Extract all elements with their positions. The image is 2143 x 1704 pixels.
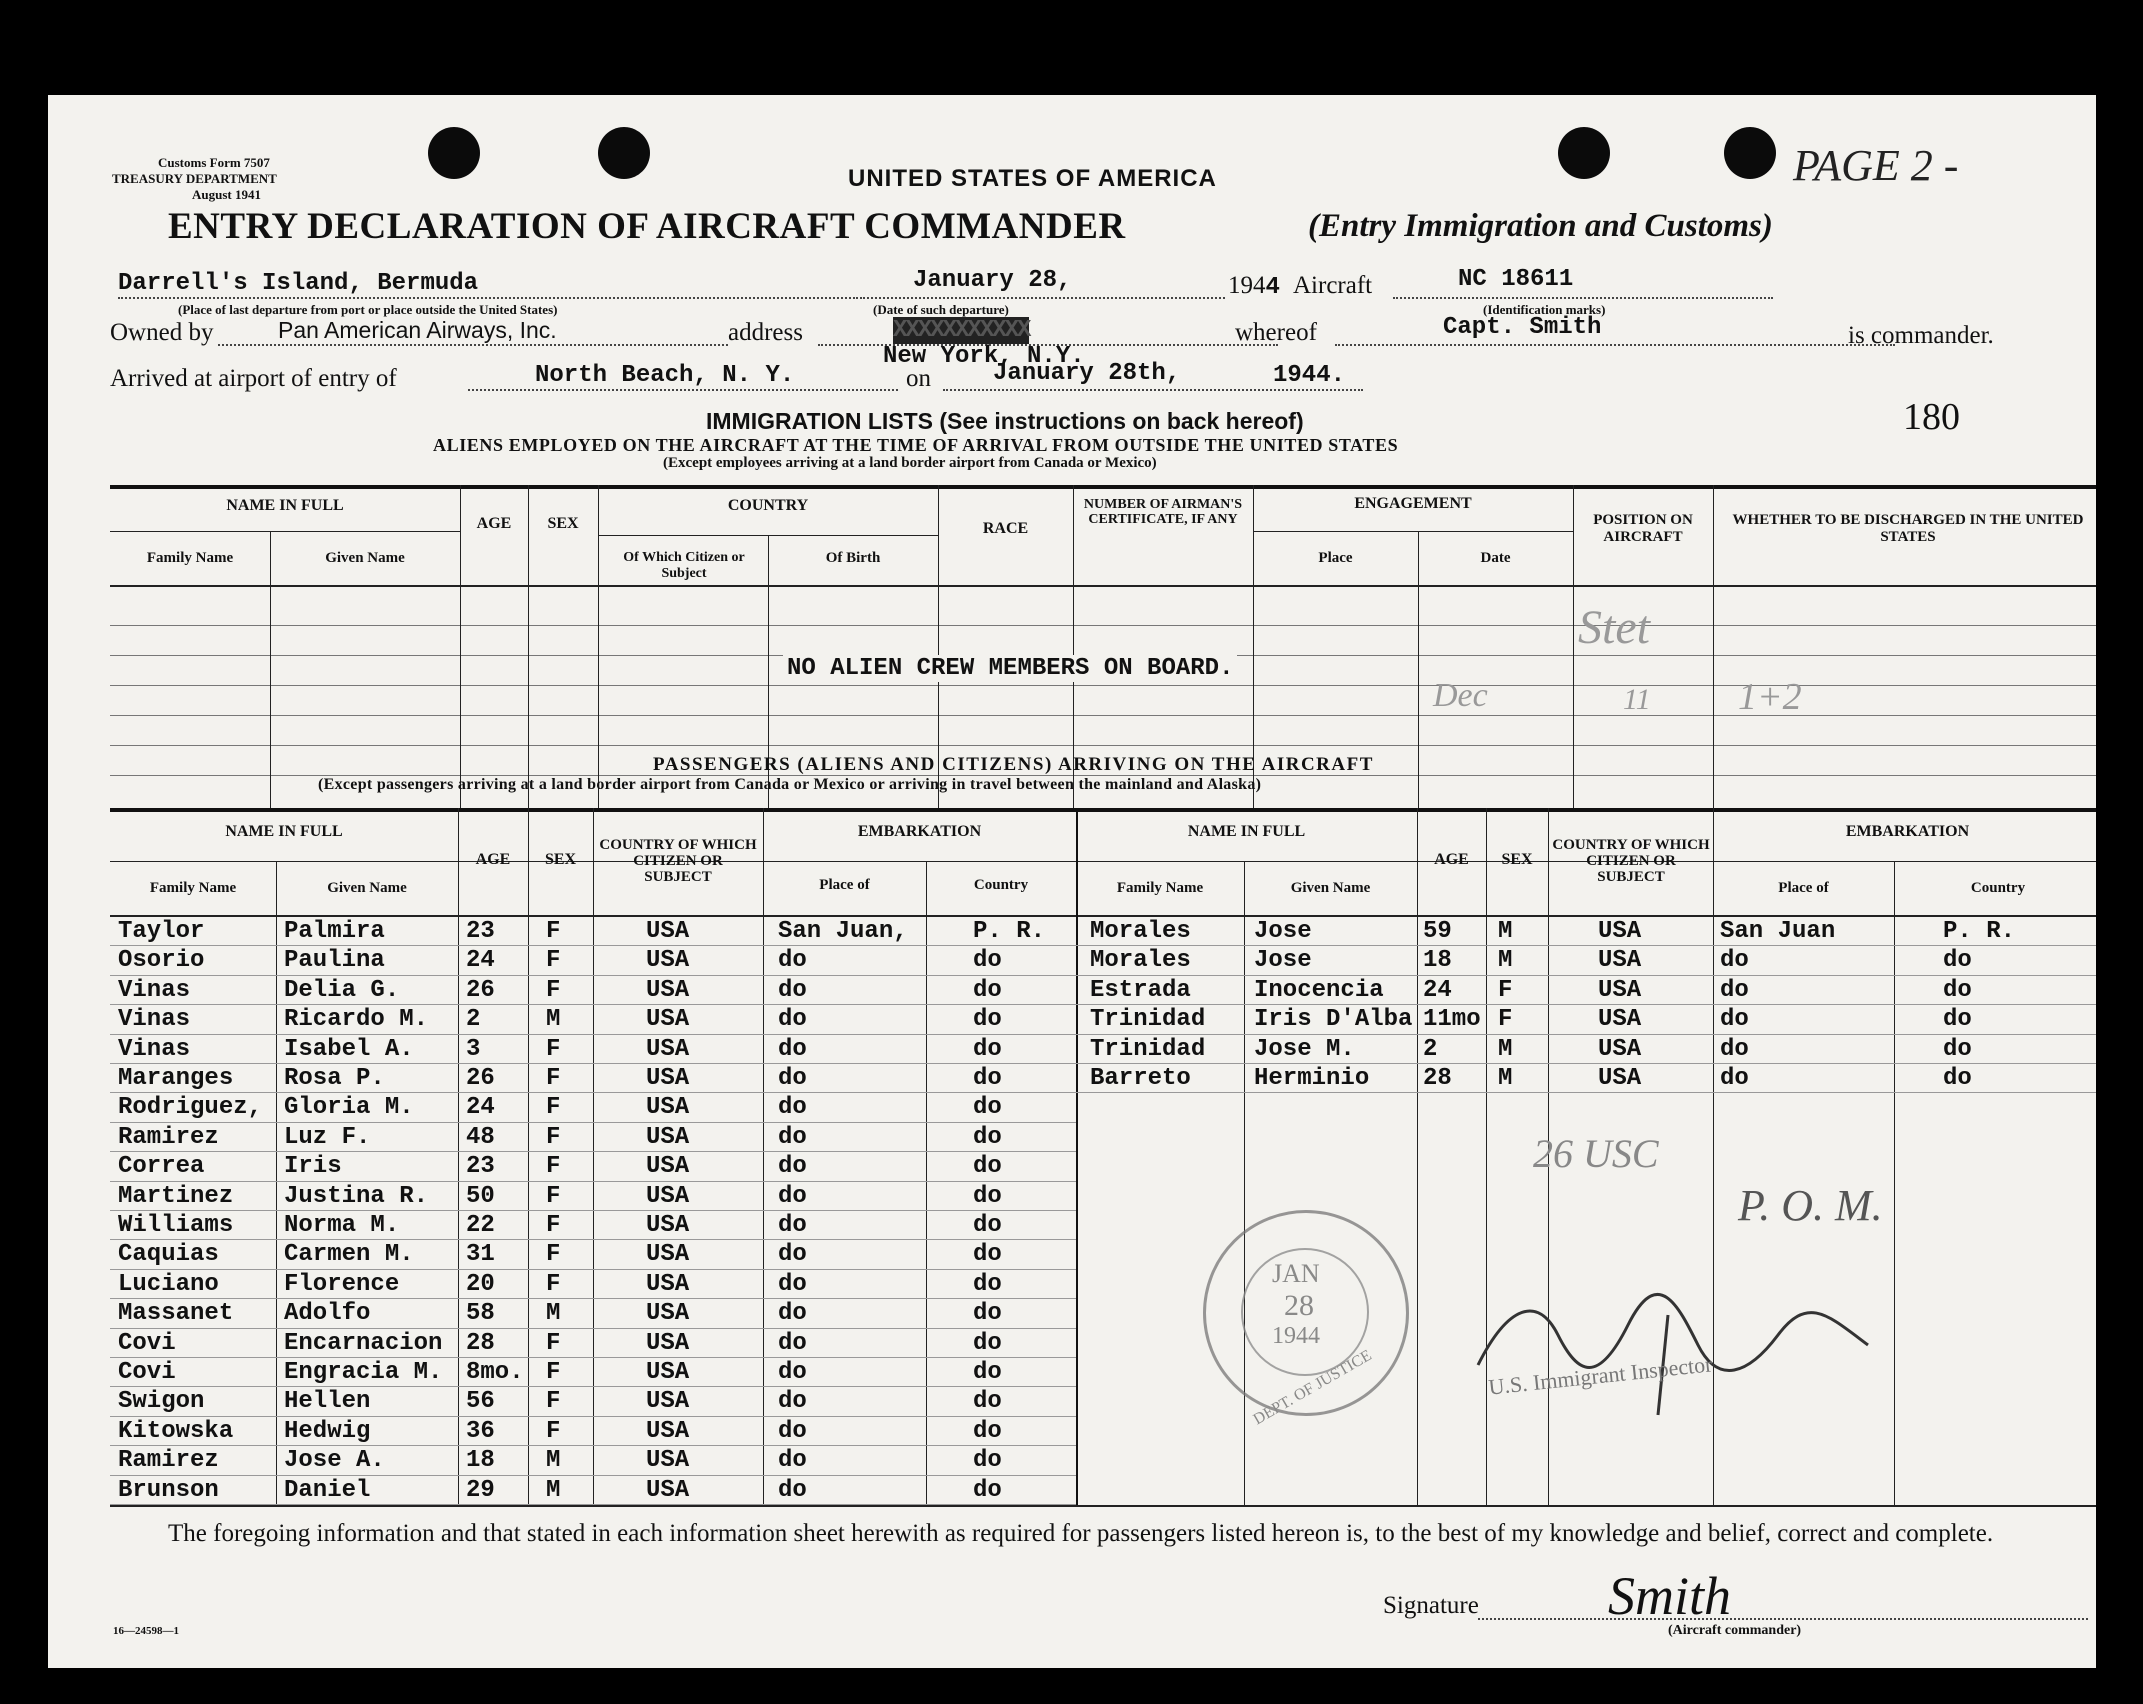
passenger-country-cell: USA: [646, 1270, 690, 1298]
passenger-emb-country-cell: do: [1943, 947, 1972, 975]
passenger-place-cell: do: [778, 1035, 807, 1063]
passenger-emb-country-cell: do: [973, 1123, 1002, 1151]
passenger-sex-cell: M: [546, 1006, 561, 1034]
table-row-rule: [110, 1357, 1076, 1358]
hand-note-11: 11: [1623, 683, 1651, 716]
passenger-age-cell: 31: [466, 1241, 495, 1269]
airport: North Beach, N. Y.: [535, 362, 795, 389]
passenger-country-cell: USA: [646, 976, 690, 1004]
table-row-rule: [110, 1504, 1076, 1505]
passengers-note: (Except passengers arriving at a land border airport from Canada or Mexico or arriving in travel between the mainland and Alaska): [318, 776, 1262, 793]
passenger-family-cell: Kitowska: [118, 1417, 234, 1445]
stamp-month: JAN: [1272, 1259, 1320, 1288]
passenger-country-cell: USA: [646, 1447, 690, 1475]
on-label: on: [906, 365, 931, 392]
pax-right-col-family: Family Name: [1116, 880, 1204, 896]
passenger-age-cell: 26: [466, 976, 495, 1004]
passenger-sex-cell: F: [546, 1417, 561, 1445]
passenger-sex-cell: M: [1498, 1035, 1513, 1063]
attestation-statement: The foregoing information and that stated in each information sheet herewith as required for passengers listed hereon is, to the best of my knowledge and belief, correct and complete.: [168, 1520, 1994, 1547]
passenger-emb-country-cell: do: [973, 1388, 1002, 1416]
passenger-place-cell: do: [778, 1123, 807, 1151]
passenger-country-cell: USA: [646, 1035, 690, 1063]
crew-col-certificate: NUMBER OF AIRMAN'S CERTIFICATE, IF ANY: [1083, 497, 1243, 527]
pax-right-col-given: Given Name: [1290, 880, 1371, 896]
table-row-rule: [110, 1239, 1076, 1240]
departure-date-caption: (Date of such departure): [873, 302, 1009, 317]
table-row-rule: [110, 1034, 1076, 1035]
passenger-age-cell: 24: [466, 947, 495, 975]
passenger-place-cell: do: [1720, 976, 1749, 1004]
passenger-age-cell: 24: [1423, 976, 1452, 1004]
aircraft-caption: (Identification marks): [1483, 302, 1606, 317]
passenger-family-cell: Barreto: [1090, 1065, 1191, 1092]
crew-col-engagement: ENGAGEMENT: [1354, 495, 1472, 512]
whereof-label: whereof: [1235, 319, 1317, 346]
passenger-given-cell: Florence: [284, 1270, 400, 1298]
table-row-rule: [110, 1475, 1076, 1476]
pax-right-col-age: AGE: [1434, 851, 1469, 868]
passenger-family-cell: Ramirez: [118, 1123, 219, 1151]
passenger-family-cell: Trinidad: [1090, 1006, 1206, 1034]
immigration-note: (Except employees arriving at a land border airport from Canada or Mexico): [663, 455, 1157, 471]
crew-col-position: POSITION ON AIRCRAFT: [1593, 512, 1693, 545]
passenger-age-cell: 48: [466, 1123, 495, 1151]
table-row-rule: [110, 1122, 1076, 1123]
passenger-place-cell: do: [1720, 1035, 1749, 1063]
crew-col-race: RACE: [982, 520, 1029, 537]
passenger-country-cell: USA: [646, 1212, 690, 1239]
passenger-sex-cell: F: [1498, 1006, 1513, 1034]
passenger-age-cell: 50: [466, 1182, 495, 1210]
arrived-label: Arrived at airport of entry of: [110, 365, 397, 392]
passenger-family-cell: Rodriguez,: [118, 1094, 263, 1122]
crew-col-given: Given Name: [325, 550, 405, 566]
passenger-sex-cell: M: [1498, 918, 1513, 945]
crew-col-age: AGE: [476, 515, 512, 532]
passengers-title: PASSENGERS (ALIENS AND CITIZENS) ARRIVING ON THE AIRCRAFT: [653, 754, 1374, 775]
passenger-country-cell: USA: [646, 947, 690, 975]
passenger-emb-country-cell: do: [973, 1094, 1002, 1122]
passenger-given-cell: Encarnacion: [284, 1329, 443, 1357]
passenger-sex-cell: F: [546, 1065, 561, 1092]
passenger-age-cell: 11mo: [1423, 1006, 1481, 1034]
passenger-emb-country-cell: do: [973, 1212, 1002, 1239]
form-number: Customs Form 7507: [158, 155, 270, 170]
passenger-country-cell: USA: [646, 1123, 690, 1151]
passenger-sex-cell: F: [546, 1388, 561, 1416]
form-title: ENTRY DECLARATION OF AIRCRAFT COMMANDER: [168, 206, 1126, 247]
passenger-sex-cell: M: [1498, 947, 1513, 975]
passenger-place-cell: do: [778, 1182, 807, 1210]
passenger-place-cell: do: [778, 1417, 807, 1445]
passenger-given-cell: Daniel: [284, 1476, 371, 1504]
passenger-sex-cell: F: [546, 947, 561, 975]
hand-note-stet: Stet: [1578, 601, 1650, 654]
passenger-emb-country-cell: do: [973, 1300, 1002, 1328]
punch-hole: [1724, 127, 1776, 179]
pax-left-col-country: COUNTRY OF WHICH CITIZEN OR SUBJECT: [599, 837, 757, 885]
passenger-emb-country-cell: do: [973, 1329, 1002, 1357]
passenger-given-cell: Justina R.: [284, 1182, 429, 1210]
passenger-place-cell: do: [778, 1212, 807, 1239]
passenger-given-cell: Rosa P.: [284, 1065, 385, 1092]
passenger-age-cell: 18: [466, 1447, 495, 1475]
passenger-age-cell: 8mo.: [466, 1359, 524, 1386]
table-row-rule: [1076, 1092, 2096, 1093]
passenger-place-cell: do: [778, 1153, 807, 1181]
passenger-country-cell: USA: [1598, 918, 1642, 945]
passenger-family-cell: Trinidad: [1090, 1035, 1206, 1063]
passenger-sex-cell: F: [546, 1123, 561, 1151]
passenger-sex-cell: F: [546, 1153, 561, 1181]
hand-note-pom: P. O. M.: [1738, 1181, 1883, 1230]
passenger-age-cell: 26: [466, 1065, 495, 1092]
passenger-family-cell: Caquias: [118, 1241, 219, 1269]
passenger-age-cell: 29: [466, 1476, 495, 1504]
passenger-country-cell: USA: [646, 1241, 690, 1269]
table-row-rule: [110, 1092, 1076, 1093]
passenger-place-cell: do: [778, 1476, 807, 1504]
table-row-rule: [110, 1445, 1076, 1446]
passenger-emb-country-cell: do: [973, 976, 1002, 1004]
passenger-country-cell: USA: [646, 1300, 690, 1328]
crew-note: NO ALIEN CREW MEMBERS ON BOARD.: [783, 655, 1237, 682]
passenger-given-cell: Isabel A.: [284, 1035, 414, 1063]
passenger-given-cell: Herminio: [1254, 1065, 1370, 1092]
page-note: PAGE 2 -: [1793, 141, 1959, 190]
passenger-country-cell: USA: [646, 1153, 690, 1181]
passenger-family-cell: Correa: [118, 1153, 205, 1181]
passenger-given-cell: Gloria M.: [284, 1094, 414, 1122]
table-row-rule: [110, 1269, 1076, 1270]
passenger-sex-cell: F: [546, 1241, 561, 1269]
crew-col-name: NAME IN FULL: [226, 497, 344, 514]
pax-right-col-sex: SEX: [1501, 851, 1533, 868]
crew-col-sex: SEX: [547, 515, 579, 532]
immigration-subtitle: ALIENS EMPLOYED ON THE AIRCRAFT AT THE TIME OF ARRIVAL FROM OUTSIDE THE UNITED STATES: [433, 435, 1399, 455]
passenger-family-cell: Luciano: [118, 1270, 219, 1298]
passenger-family-cell: Vinas: [118, 1035, 191, 1063]
pax-left-col-age: AGE: [475, 851, 511, 868]
pax-right-col-embarkation: EMBARKATION: [1845, 823, 1970, 840]
passenger-emb-country-cell: do: [973, 1359, 1002, 1386]
arrival-date: January 28th,: [993, 360, 1181, 387]
immigration-stamp: [1203, 1210, 1409, 1429]
passenger-sex-cell: M: [546, 1300, 561, 1328]
passenger-age-cell: 56: [466, 1388, 495, 1416]
departure-place: Darrell's Island, Bermuda: [118, 270, 479, 297]
passenger-emb-country-cell: do: [1943, 1035, 1972, 1063]
pax-left-col-name: NAME IN FULL: [225, 823, 343, 840]
commander-signature: Smith: [1608, 1566, 1732, 1626]
is-commander-label: is commander.: [1848, 322, 1994, 349]
aircraft-id: NC 18611: [1458, 266, 1574, 293]
passenger-given-cell: Paulina: [284, 947, 385, 975]
crew-col-country: COUNTRY: [727, 497, 809, 514]
passenger-country-cell: USA: [646, 1182, 690, 1210]
crew-col-citizen: Of Which Citizen or Subject: [623, 550, 745, 581]
passenger-country-cell: USA: [646, 1388, 690, 1416]
pax-right-col-name: NAME IN FULL: [1187, 823, 1306, 840]
stamp-day: 28: [1284, 1289, 1314, 1322]
passenger-family-cell: Massanet: [118, 1300, 234, 1328]
passenger-country-cell: USA: [1598, 1065, 1642, 1092]
passenger-age-cell: 23: [466, 918, 495, 945]
passenger-sex-cell: M: [1498, 1065, 1513, 1092]
table-row-rule: [110, 1210, 1076, 1211]
table-row-rule: [110, 1328, 1076, 1329]
passenger-family-cell: Osorio: [118, 947, 205, 975]
passenger-emb-country-cell: do: [1943, 1006, 1972, 1034]
passenger-given-cell: Engracia M.: [284, 1359, 443, 1386]
passenger-family-cell: Brunson: [118, 1476, 219, 1504]
passenger-emb-country-cell: P. R.: [1943, 918, 2016, 945]
table-row-rule: [1076, 1063, 2096, 1064]
passenger-age-cell: 23: [466, 1153, 495, 1181]
punch-hole: [598, 127, 650, 179]
hand-note-count: 1+2: [1738, 676, 1802, 718]
stamp-year: 1944: [1272, 1323, 1320, 1349]
passenger-country-cell: USA: [646, 1417, 690, 1445]
passenger-sex-cell: F: [546, 1212, 561, 1239]
passenger-age-cell: 20: [466, 1270, 495, 1298]
print-code: 16—24598—1: [113, 1625, 179, 1637]
passenger-given-cell: Jose M.: [1254, 1035, 1355, 1063]
passenger-given-cell: Luz F.: [284, 1123, 371, 1151]
passenger-given-cell: Iris: [284, 1153, 342, 1181]
passenger-family-cell: Estrada: [1090, 976, 1191, 1004]
passenger-age-cell: 58: [466, 1300, 495, 1328]
passenger-emb-country-cell: P. R.: [973, 918, 1046, 945]
passenger-age-cell: 2: [466, 1006, 481, 1034]
pax-right-col-country: COUNTRY OF WHICH CITIZEN OR SUBJECT: [1552, 837, 1710, 885]
commander: Capt. Smith: [1443, 314, 1602, 341]
passenger-sex-cell: F: [546, 1329, 561, 1357]
address-city: New York, N.Y.: [883, 343, 1085, 370]
crew-col-birth: Of Birth: [825, 550, 881, 566]
passenger-family-cell: Covi: [118, 1329, 176, 1357]
passenger-given-cell: Palmira: [284, 918, 385, 945]
crew-col-discharged: WHETHER TO BE DISCHARGED IN THE UNITED STATES: [1732, 512, 2084, 545]
passenger-place-cell: do: [778, 1447, 807, 1475]
passenger-country-cell: USA: [1598, 1006, 1642, 1034]
passenger-place-cell: do: [778, 1300, 807, 1328]
passenger-given-cell: Iris D'Alba: [1254, 1006, 1413, 1034]
punch-hole: [428, 127, 480, 179]
passenger-age-cell: 36: [466, 1417, 495, 1445]
passenger-country-cell: USA: [646, 1006, 690, 1034]
passenger-sex-cell: F: [546, 918, 561, 945]
passenger-emb-country-cell: do: [973, 1153, 1002, 1181]
crew-col-date: Date: [1480, 550, 1511, 566]
passenger-age-cell: 59: [1423, 918, 1452, 945]
aircraft-label: Aircraft: [1293, 272, 1373, 299]
passenger-emb-country-cell: do: [973, 1417, 1002, 1445]
passenger-emb-country-cell: do: [973, 1241, 1002, 1269]
table-row-rule: [110, 1386, 1076, 1387]
inspector-signature-scrawl: [1468, 1275, 1968, 1425]
table-row-rule: [110, 975, 1076, 976]
pax-right-col-place: Place of: [1778, 880, 1829, 896]
departure-date: January 28,: [913, 267, 1072, 294]
passenger-family-cell: Maranges: [118, 1065, 234, 1092]
passenger-given-cell: Hedwig: [284, 1417, 371, 1445]
passenger-emb-country-cell: do: [973, 1270, 1002, 1298]
passenger-given-cell: Jose: [1254, 918, 1312, 945]
address-redacted: XXXXXXXXXXX: [893, 317, 1030, 344]
passenger-place-cell: do: [778, 976, 807, 1004]
passenger-emb-country-cell: do: [973, 1035, 1002, 1063]
passenger-place-cell: do: [1720, 947, 1749, 975]
passenger-given-cell: Norma M.: [284, 1212, 400, 1239]
passenger-place-cell: do: [778, 1329, 807, 1357]
passenger-emb-country-cell: do: [973, 1065, 1002, 1092]
table-row-rule: [1076, 1034, 2096, 1035]
table-row-rule: [110, 1298, 1076, 1299]
passenger-sex-cell: F: [546, 976, 561, 1004]
form-department: TREASURY DEPARTMENT: [112, 171, 277, 186]
pax-left-col-country2: Country: [973, 877, 1029, 893]
crew-col-place: Place: [1318, 550, 1353, 566]
crew-col-family: Family Name: [146, 550, 234, 566]
passenger-given-cell: Hellen: [284, 1388, 371, 1416]
table-row-rule: [1076, 975, 2096, 976]
passenger-age-cell: 24: [466, 1094, 495, 1122]
passenger-place-cell: do: [778, 1241, 807, 1269]
stamp-ring-text: DEPT. OF JUSTICE: [1250, 1346, 1375, 1429]
passenger-family-cell: Williams: [118, 1212, 234, 1239]
pax-left-col-family: Family Name: [149, 880, 237, 896]
passenger-given-cell: Inocencia: [1254, 976, 1384, 1004]
passenger-family-cell: Ramirez: [118, 1447, 219, 1475]
hand-note-dec: Dec: [1433, 677, 1488, 714]
signature-caption: (Aircraft commander): [1668, 1623, 1802, 1638]
passenger-country-cell: USA: [646, 1329, 690, 1357]
pax-right-col-country2: Country: [1970, 880, 2026, 896]
passenger-country-cell: USA: [646, 1476, 690, 1504]
passenger-sex-cell: M: [546, 1476, 561, 1504]
passenger-place-cell: do: [1720, 1065, 1749, 1092]
pax-left-col-sex: SEX: [544, 851, 577, 868]
passenger-sex-cell: F: [546, 1182, 561, 1210]
departure-year: 1944: [1228, 272, 1280, 301]
passenger-place-cell: do: [778, 1359, 807, 1386]
table-row-rule: [110, 1063, 1076, 1064]
passenger-family-cell: Morales: [1090, 918, 1191, 945]
passenger-family-cell: Swigon: [118, 1388, 205, 1416]
passenger-sex-cell: F: [546, 1094, 561, 1122]
table-row-rule: [110, 945, 1076, 946]
passenger-emb-country-cell: do: [973, 1447, 1002, 1475]
punch-hole: [1558, 127, 1610, 179]
table-row-rule: [110, 1181, 1076, 1182]
passenger-emb-country-cell: do: [973, 1476, 1002, 1504]
passenger-family-cell: Covi: [118, 1359, 176, 1386]
passenger-place-cell: do: [778, 1270, 807, 1298]
signature-label: Signature: [1383, 1592, 1479, 1619]
document-page: [48, 95, 2096, 1668]
passenger-given-cell: Delia G.: [284, 976, 400, 1004]
passenger-sex-cell: F: [546, 1270, 561, 1298]
passenger-sex-cell: M: [546, 1447, 561, 1475]
passenger-sex-cell: F: [1498, 976, 1513, 1004]
passenger-country-cell: USA: [1598, 976, 1642, 1004]
passenger-place-cell: do: [778, 1065, 807, 1092]
form-date: August 1941: [192, 187, 261, 202]
passenger-given-cell: Adolfo: [284, 1300, 371, 1328]
pax-left-col-place: Place of: [819, 877, 870, 893]
passenger-place-cell: do: [778, 947, 807, 975]
sheet-number: 180: [1903, 396, 1960, 438]
table-row-rule: [110, 1151, 1076, 1152]
passenger-place-cell: do: [778, 1388, 807, 1416]
passenger-family-cell: Vinas: [118, 1006, 191, 1034]
passenger-emb-country-cell: do: [973, 947, 1002, 975]
owned-by-label: Owned by: [110, 319, 214, 346]
inspector-caption: U.S. Immigrant Inspector: [1487, 1351, 1714, 1400]
passenger-age-cell: 18: [1423, 947, 1452, 975]
passenger-age-cell: 28: [466, 1329, 495, 1357]
passenger-country-cell: USA: [646, 1065, 690, 1092]
address-label: address: [728, 319, 803, 346]
passenger-place-cell: do: [1720, 1006, 1749, 1034]
passenger-family-cell: Martinez: [118, 1182, 234, 1210]
country-title: UNITED STATES OF AMERICA: [848, 165, 1217, 192]
passenger-country-cell: USA: [646, 1094, 690, 1122]
passenger-emb-country-cell: do: [973, 1182, 1002, 1210]
immigration-title: IMMIGRATION LISTS (See instructions on back hereof): [706, 408, 1304, 434]
owner: Pan American Airways, Inc.: [278, 317, 557, 343]
passenger-place-cell: San Juan: [1720, 918, 1836, 945]
passenger-emb-country-cell: do: [1943, 1065, 1972, 1092]
passenger-country-cell: USA: [646, 918, 690, 945]
passenger-age-cell: 3: [466, 1035, 481, 1063]
passenger-given-cell: Jose A.: [284, 1447, 385, 1475]
passenger-family-cell: Taylor: [118, 918, 205, 945]
passenger-age-cell: 22: [466, 1212, 495, 1239]
passenger-family-cell: Vinas: [118, 976, 191, 1004]
passenger-age-cell: 28: [1423, 1065, 1452, 1092]
pax-left-col-given: Given Name: [327, 880, 407, 896]
passenger-given-cell: Ricardo M.: [284, 1006, 429, 1034]
passenger-sex-cell: F: [546, 1359, 561, 1386]
departure-place-caption: (Place of last departure from port or place outside the United States): [178, 302, 558, 317]
passenger-place-cell: do: [778, 1094, 807, 1122]
passenger-place-cell: San Juan,: [778, 918, 908, 945]
table-row-rule: [1076, 1004, 2096, 1005]
passenger-country-cell: USA: [646, 1359, 690, 1386]
table-row-rule: [110, 1416, 1076, 1417]
passenger-family-cell: Morales: [1090, 947, 1191, 975]
passenger-country-cell: USA: [1598, 1035, 1642, 1063]
table-row-rule: [1076, 945, 2096, 946]
passenger-age-cell: 2: [1423, 1035, 1438, 1063]
table-row-rule: [110, 1004, 1076, 1005]
passenger-emb-country-cell: do: [973, 1006, 1002, 1034]
passenger-sex-cell: F: [546, 1035, 561, 1063]
passenger-emb-country-cell: do: [1943, 976, 1972, 1004]
pax-left-col-embarkation: EMBARKATION: [857, 823, 982, 840]
form-subtitle: (Entry Immigration and Customs): [1308, 208, 1773, 244]
hand-note-usc: 26 USC: [1533, 1131, 1659, 1176]
passenger-place-cell: do: [778, 1006, 807, 1034]
passenger-country-cell: USA: [1598, 947, 1642, 975]
arrival-year: 1944.: [1273, 362, 1346, 389]
passenger-given-cell: Carmen M.: [284, 1241, 414, 1269]
passenger-given-cell: Jose: [1254, 947, 1312, 975]
